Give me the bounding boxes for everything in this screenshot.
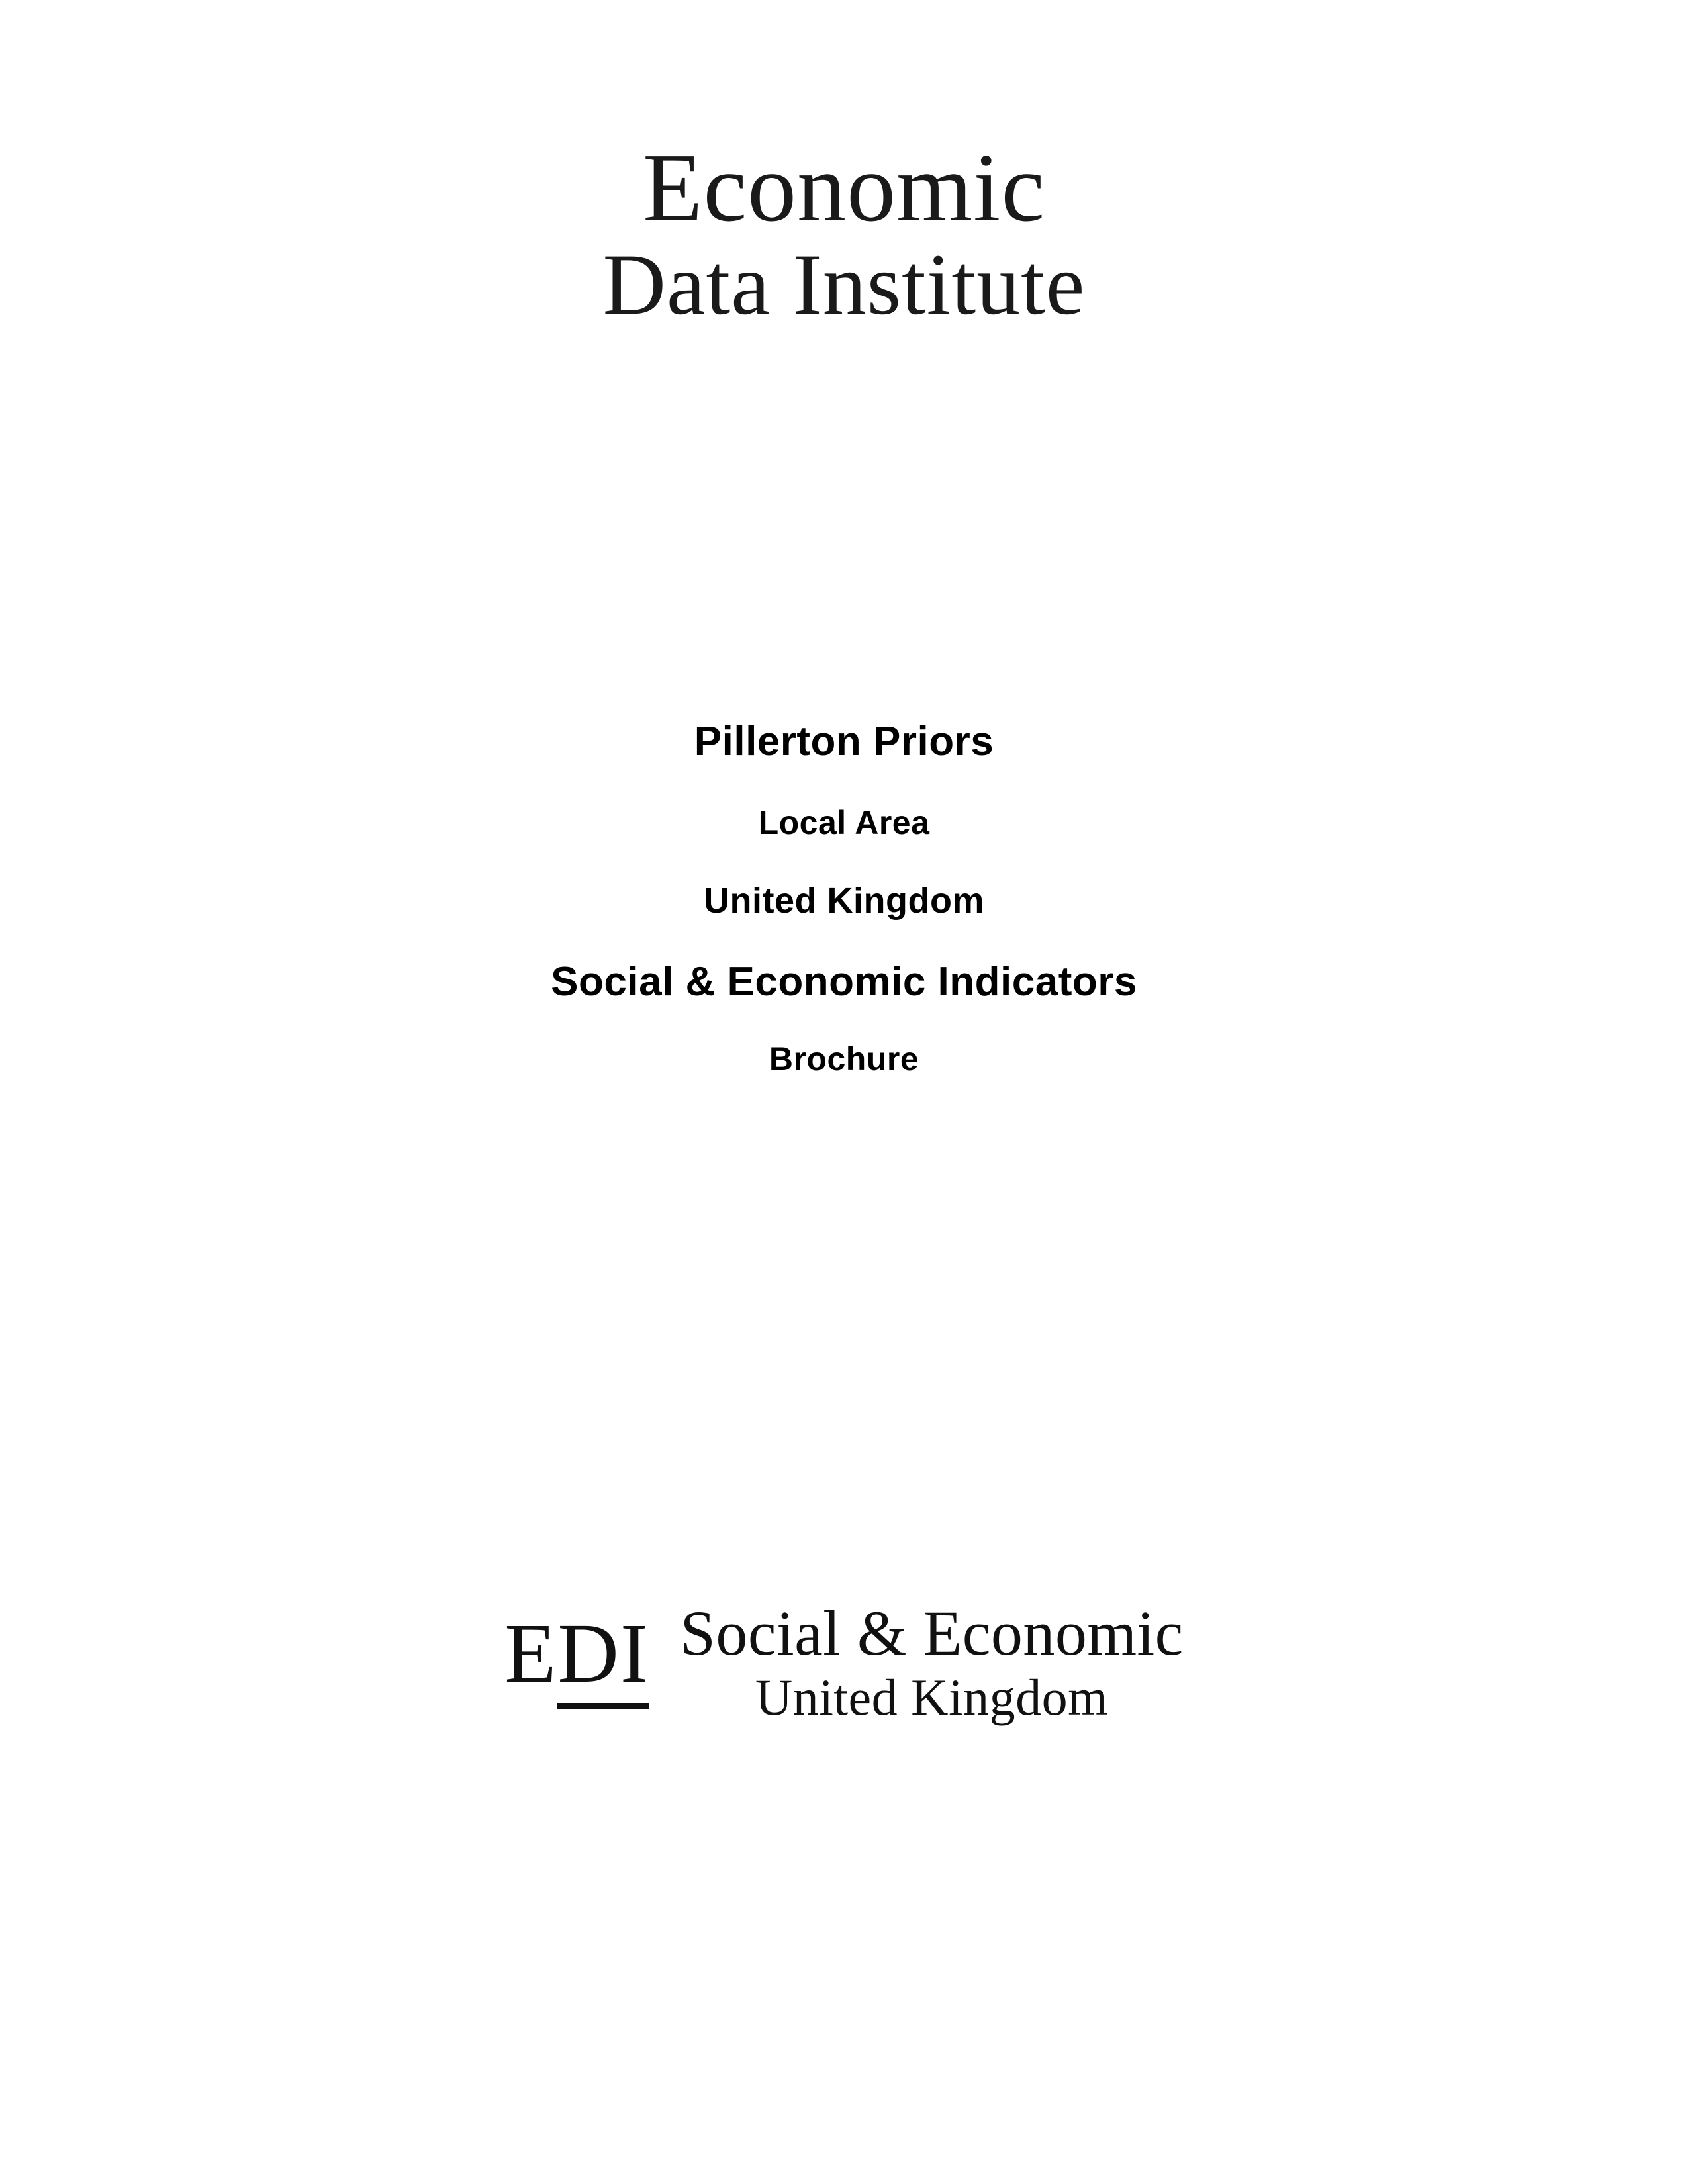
- edi-wordmark-line-1: Social & Economic: [680, 1598, 1184, 1668]
- edi-wordmark: [680, 1598, 1184, 1726]
- edi-footer-logo: [0, 1598, 1688, 1726]
- page-title: Pillerton Priors: [694, 719, 994, 764]
- country-label: United Kingdom: [704, 881, 984, 921]
- cover-title-block: [0, 718, 1688, 1078]
- masthead-line-1: Economic: [642, 134, 1046, 242]
- masthead-line-2: Data Institute: [602, 236, 1086, 333]
- edi-monogram-underlined: DI: [557, 1606, 649, 1709]
- publisher-masthead: [0, 134, 1688, 333]
- subject-label: Social & Economic Indicators: [551, 959, 1137, 1005]
- edi-wordmark-line-2: United Kingdom: [755, 1668, 1109, 1726]
- area-level-label: Local Area: [758, 804, 930, 841]
- document-type-label: Brochure: [769, 1040, 919, 1077]
- edi-monogram-prefix: E: [504, 1606, 558, 1700]
- edi-monogram: [504, 1606, 650, 1705]
